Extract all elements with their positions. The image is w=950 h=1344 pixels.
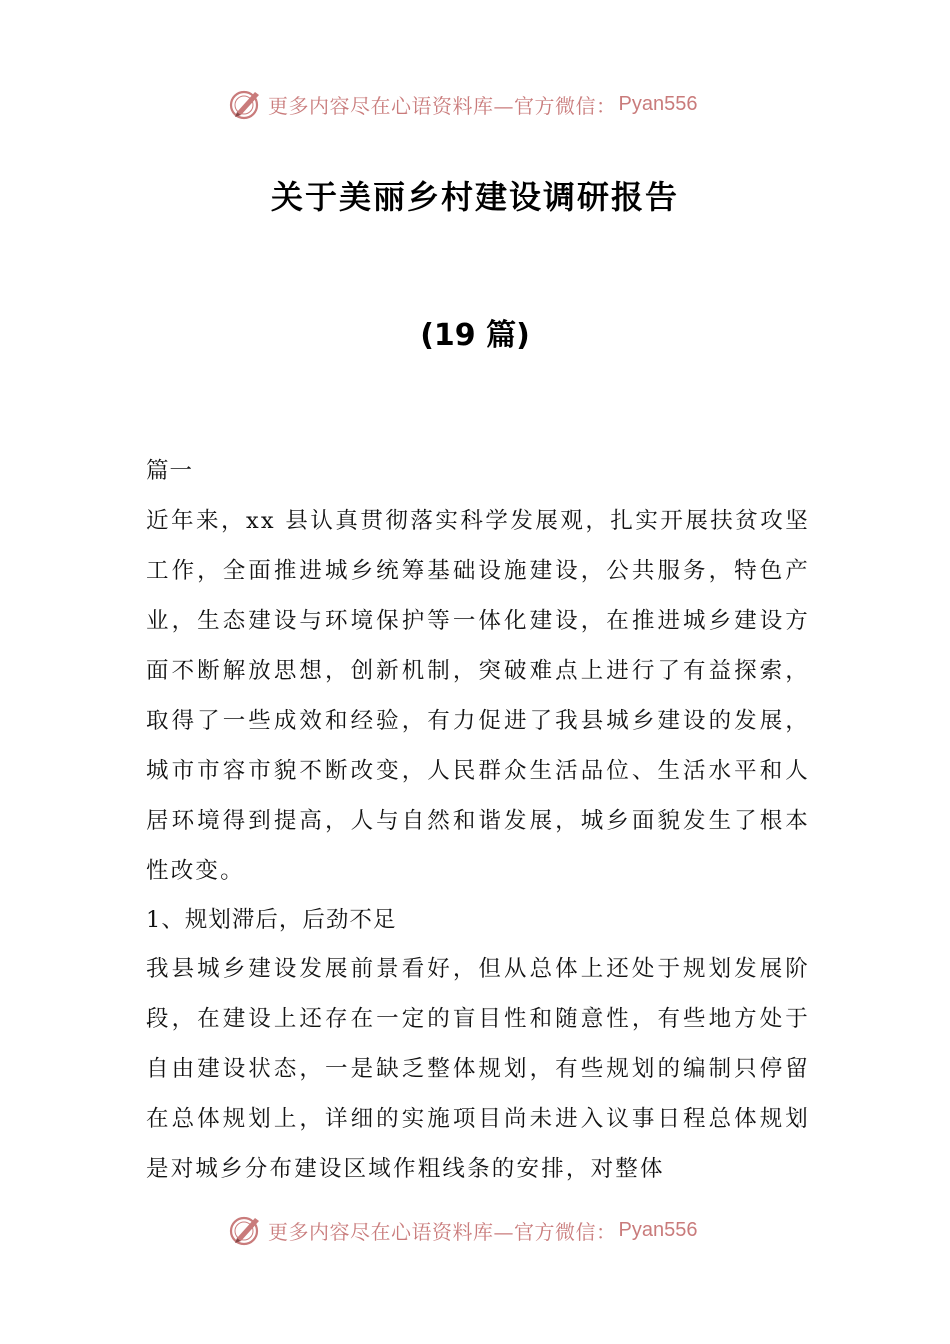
intro-paragraph: 近年来，xx 县认真贯彻落实科学发展观，扎实开展扶贫攻坚工作，全面推进城乡统筹基础设施建设，公共服务，特色产业，生态建设与环境保护等一体化建设，在推进城乡建设方面不断解放思想，创新机制，突破难点上进行了有益探索，取得了一些成效和经验，有力促进了我县城乡建设的发展，城市市容市貌不断改变，人民群众生活品位、生活水平和人居环境得到提高，人与自然和谐发展，城乡面貌发生了根本性改变。 [146, 508, 810, 884]
watermark-wechat-id: Pyan556 [618, 92, 698, 115]
section-heading: 1、规划滞后，后劲不足 [146, 907, 397, 933]
document-body [146, 446, 810, 1194]
header-watermark [228, 84, 697, 124]
watermark-text: 更多内容尽在心语资料库—官方微信： [268, 1219, 617, 1244]
document-title: 关于美丽乡村建设调研报告 [270, 178, 679, 216]
pen-seal-logo-icon [228, 1212, 264, 1248]
watermark-wechat-id: Pyan556 [618, 1218, 698, 1241]
footer-watermark [228, 1210, 697, 1250]
document-subtitle: (19 篇) [420, 318, 530, 353]
watermark-text: 更多内容尽在心语资料库—官方微信： [268, 93, 617, 118]
body-paragraph: 我县城乡建设发展前景看好，但从总体上还处于规划发展阶段，在建设上还存在一定的盲目性和随意性，有些地方处于自由建设状态，一是缺乏整体规划，有些规划的编制只停留在总体规划上，详细的实施项目尚未进入议事日程总体规划是对城乡分布建设区域作粗线条的安排，对整体 [146, 956, 810, 1182]
section-label: 篇一 [146, 458, 194, 484]
pen-seal-logo-icon [228, 86, 264, 122]
